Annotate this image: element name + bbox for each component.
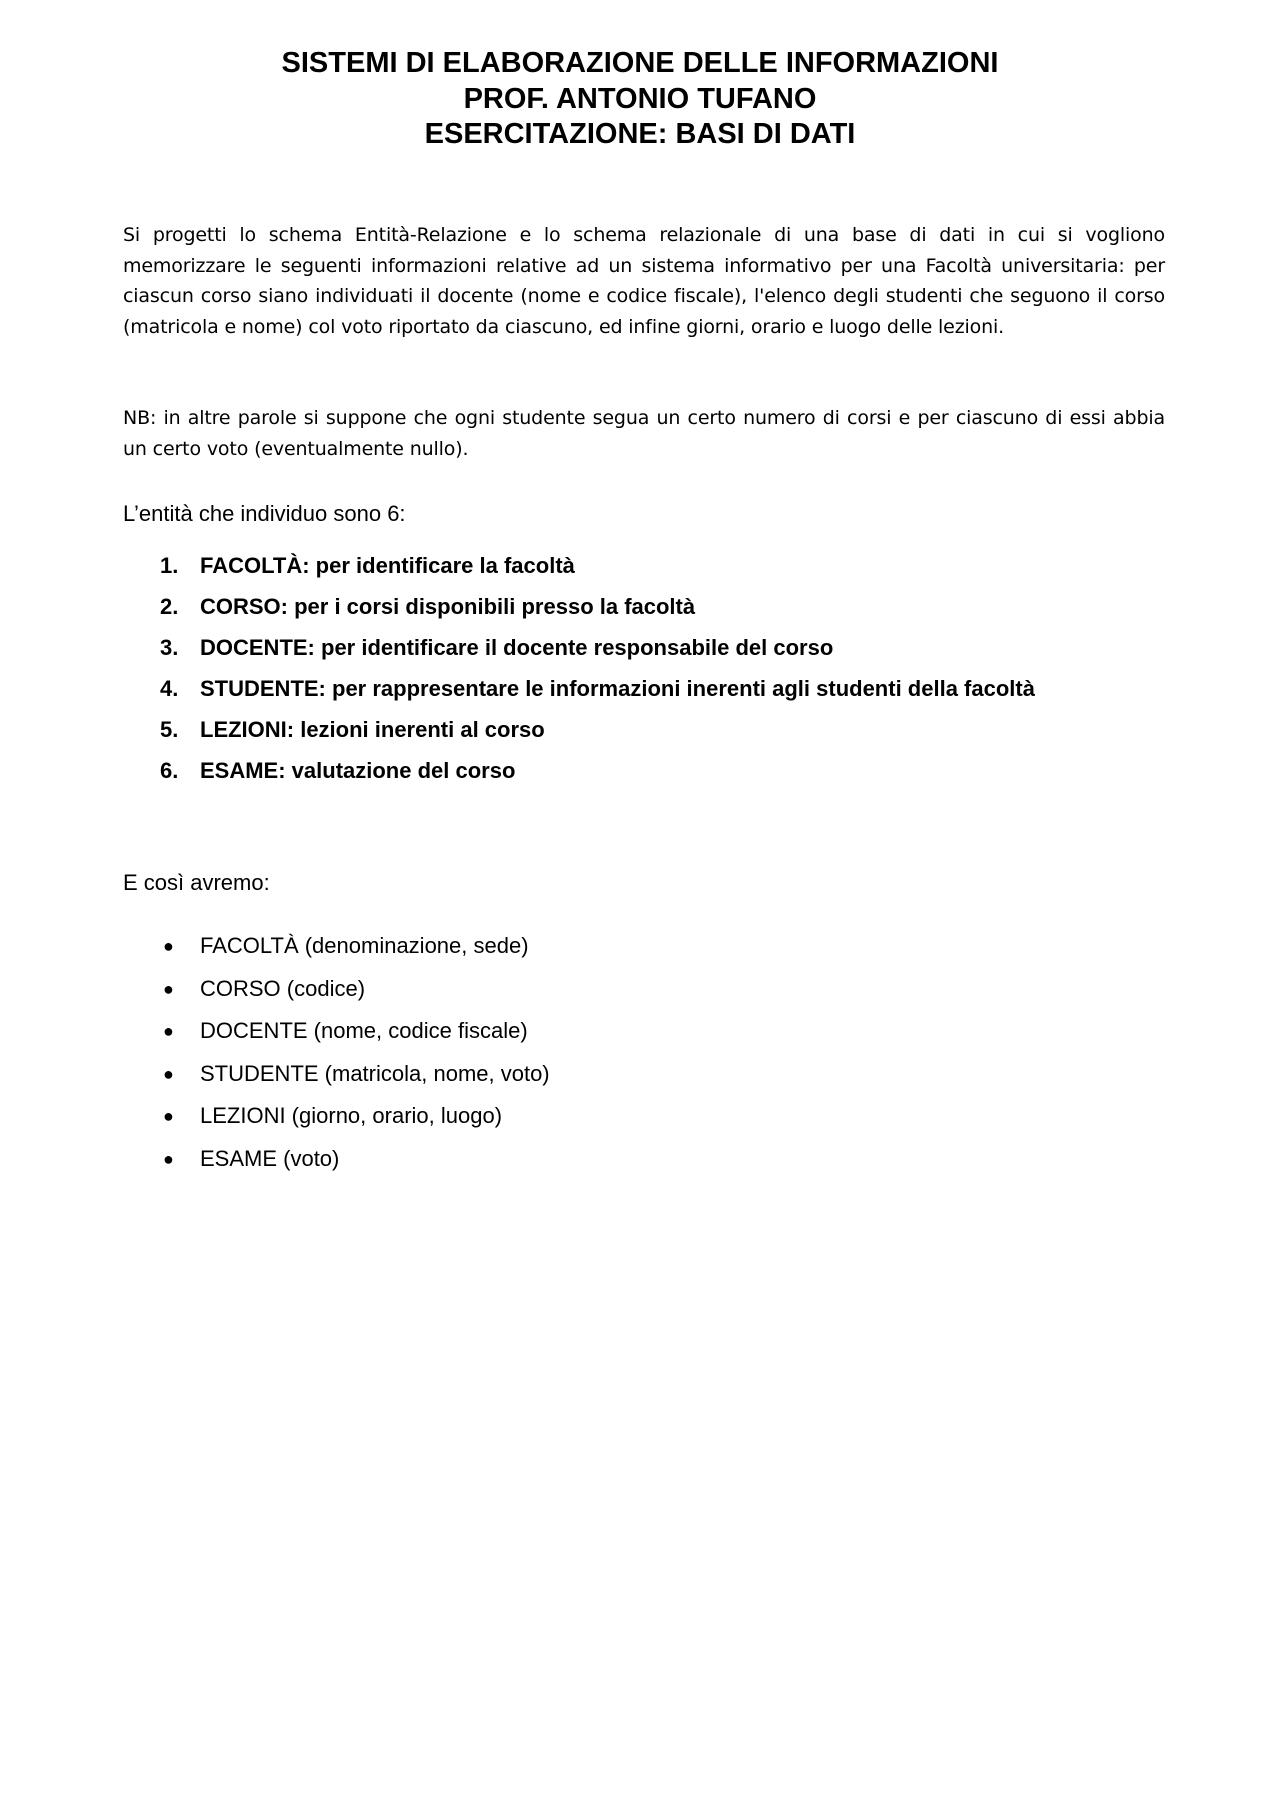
bullet-icon: ●	[163, 1021, 174, 1041]
course-title: SISTEMI DI ELABORAZIONE DELLE INFORMAZIONI	[281, 47, 999, 79]
list-number: 5.	[160, 717, 179, 742]
entities-list	[160, 552, 1035, 798]
list-item-text: FACOLTÀ (denominazione, sede)	[200, 933, 529, 958]
list-item	[160, 552, 1035, 593]
bullet-icon: ●	[163, 978, 174, 999]
attributes-intro: E così avremo:	[123, 870, 270, 895]
list-item	[160, 1145, 550, 1188]
list-item-text: STUDENTE (matricola, nome, voto)	[200, 1060, 550, 1086]
nb-paragraph: NB: in altre parole si suppone che ogni studente segua un certo numero di corsi e per ciascuno di essi abbia un certo voto (eventualmente nullo).	[123, 407, 1165, 460]
entities-intro: L’entità che individuo sono 6:	[123, 501, 406, 526]
list-item-text: STUDENTE: per rappresentare le informazioni inerenti agli studenti della facoltà	[200, 676, 1035, 701]
professor-name: PROF. ANTONIO TUFANO	[463, 82, 817, 115]
list-number: 3.	[160, 635, 179, 660]
bullet-icon: ●	[163, 1106, 174, 1126]
bullet-icon: ●	[163, 1063, 174, 1084]
list-item	[160, 932, 550, 975]
list-item	[160, 1017, 550, 1060]
list-number: 2.	[160, 594, 179, 619]
intro-paragraph: Si progetti lo schema Entità-Relazione e lo schema relazionale di una base di dati in cui si vogliono memorizzare le seguenti informazioni relative ad un sistema informativo per una Facoltà universitaria: per ciascun corso siano individuati il docente (nome e codice fiscale), l'elenco degli studenti che seguono il corso (matricola e nome) col voto riportato da ciascuno, ed infine giorni, orario e luogo delle lezioni.	[123, 224, 1165, 338]
bullet-icon: ●	[163, 936, 174, 956]
list-item-text: ESAME: valutazione del corso	[200, 758, 516, 783]
list-item-text: CORSO (codice)	[200, 975, 366, 1001]
list-item-text: LEZIONI: lezioni inerenti al corso	[200, 717, 545, 742]
list-number: 6.	[160, 758, 179, 783]
list-item	[160, 975, 550, 1018]
list-item	[160, 1102, 550, 1145]
list-item-text: CORSO: per i corsi disponibili presso la facoltà	[200, 594, 696, 619]
list-item-text: FACOLTÀ: per identificare la facoltà	[200, 553, 575, 578]
bullet-icon: ●	[163, 1148, 174, 1169]
list-number: 4.	[160, 676, 179, 701]
list-item	[160, 634, 1035, 675]
list-item-text: LEZIONI (giorno, orario, luogo)	[200, 1103, 503, 1128]
list-item	[160, 757, 1035, 798]
list-item-text: ESAME (voto)	[200, 1145, 340, 1171]
document-header	[0, 46, 1280, 153]
list-item	[160, 716, 1035, 757]
list-item-text: DOCENTE (nome, codice fiscale)	[200, 1018, 528, 1043]
attributes-list	[160, 932, 550, 1187]
list-item	[160, 593, 1035, 634]
list-number: 1.	[160, 553, 179, 578]
list-item	[160, 1060, 550, 1103]
list-item-text: DOCENTE: per identificare il docente responsabile del corso	[200, 635, 834, 660]
list-item	[160, 675, 1035, 716]
exercise-title: ESERCITAZIONE: BASI DI DATI	[424, 118, 856, 150]
